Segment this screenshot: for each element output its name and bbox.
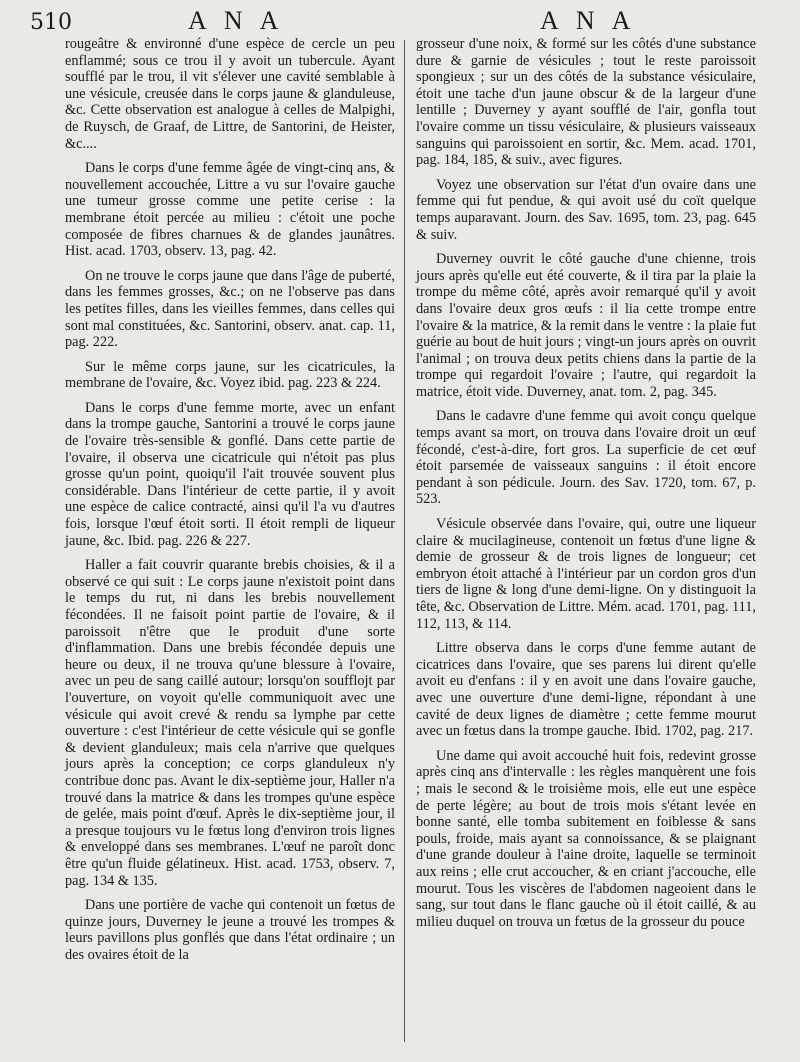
paragraph: Duverney ouvrit le côté gauche d'une chienne, trois jours après qu'elle eut été couverte, & il tira par la plaie la trompe du même côté, après avoir remarqué qu'il y avoit dans l'ovaire deux gros œufs : il lia cette trompe entre l'ovaire & la matrice, & la remit dans le ventre : la plaie fut guérie au bout de huit jours ; vingt-un jours après on ouvrit l'animal ; on trouva deux petits chiens dans la partie de la trompe qui regardoit l'ovaire ; l'autre, qui regardoit la matrice, étoit vide. Duverney, anat. tom. 2, pag. 345. bbox=[416, 251, 756, 400]
paragraph: Sur le même corps jaune, sur les cicatricules, la membrane de l'ovaire, &c. Voyez ibid. pag. 223 & 224. bbox=[65, 358, 395, 392]
page-header bbox=[0, 6, 800, 36]
paragraph: rougeâtre & environné d'une espèce de cercle un peu enflammé; sous ce trou il y avoit un tubercule. Ayant soufflé par le trou, il vit s'élever une cavité semblable à une vésicule, creusée dans le corps jaune & glanduleuse, &c. Cette observation est analogue à celles de Malpighi, de Ruysch, de Graaf, de Littre, de Santorini, de Heister, &c.... bbox=[65, 36, 395, 152]
page-number: 510 bbox=[30, 10, 72, 35]
running-head-right: A N A bbox=[540, 6, 637, 35]
paragraph: Haller a fait couvrir quarante brebis choisies, & il a observé ce qui suit : Le corps jaune n'existoit point dans le temps du rut, ni dans les brebis nouvellement fécondées. Il ne faisoit point partie de l'ovaire, & il paroissoit n'être que le produit d'une sorte d'inflammation. Dans une brebis fécondée depuis une heure ou deux, il ne trouva qu'une blessure à l'ovaire, avec un peu de sang caillé autour; lorsqu'on soufflojt par l'ouverture, on voyoit qu'elle communiquoit avec une vésicule qui avoit crevé & rendu sa lymphe par cette ouverture : c'est l'intérieur de cette vésicule qui se gonfle & devient glanduleux; mais cela n'arrive que quelques jours après la conception; ce corps glanduleux n'y contribue donc pas. Avant le dix-septième jour, Haller n'a trouvé dans la matrice & dans les trompes qu'une espèce de gelée, mais point d'œuf. Après le dix-septième jour, il a presque toujours vu le fœtus long d'environ trois lignes & enveloppé dans ses membranes. L'œuf ne paroît donc être qu'un fluide gélatineux. Hist. acad. 1753, observ. 7, pag. 134 & 135. bbox=[65, 557, 395, 889]
right-column bbox=[416, 36, 756, 938]
running-head-left: A N A bbox=[188, 6, 285, 35]
paragraph: Voyez une observation sur l'état d'un ovaire dans une femme qui fut pendue, & qui avoit usé du coït quelque temps auparavant. Journ. des Sav. 1695, tom. 23, pag. 645 & suiv. bbox=[416, 176, 756, 243]
paragraph: Littre observa dans le corps d'une femme autant de cicatrices dans l'ovaire, que ses parens lui dirent qu'elle avoit eu d'enfans : il y en avoit une dans l'ovaire gauche, avec une ouverture d'une demi-ligne, répondant à une cavité de deux lignes de diamètre ; cette femme mourut avec un fœtus dans la trompe gauche. Ibid. 1702, pag. 217. bbox=[416, 640, 756, 740]
column-divider bbox=[404, 40, 405, 1042]
paragraph: Vésicule observée dans l'ovaire, qui, outre une liqueur claire & mucilagineuse, contenoit un fœtus d'une ligne & demie de grosseur & de trois lignes de longueur; cet embryon étoit attaché à l'intérieur par un cordon gros d'un tiers de ligne & long d'une demi-ligne. On y distinguoit la tête, &c. Observation de Littre. Mém. acad. 1701, pag. 111, 112, 113, & 114. bbox=[416, 516, 756, 632]
paragraph: Dans une portière de vache qui contenoit un fœtus de quinze jours, Duverney le jeune a trouvé les trompes & leurs pavillons plus gonflés que dans l'état ordinaire ; un des ovaires étoit de la bbox=[65, 897, 395, 963]
paragraph: Dans le corps d'une femme morte, avec un enfant dans la trompe gauche, Santorini a trouvé le corps jaune de l'ovaire très-sensible & gonflé. Dans cette partie de l'ovaire, il observa une cicatricule qui n'étoit pas plus grosse qu'un point, quoiqu'il l'ait trouvée souvent plus considérable. Dans l'intérieur de cette partie, il y avoit une espèce de calice contracté, ainsi qu'il l'a vu d'autres fois, lorsque l'œuf étoit sorti. Il étoit rempli de liqueur jaune, &c. Ibid. pag. 226 & 227. bbox=[65, 399, 395, 549]
paragraph: On ne trouve le corps jaune que dans l'âge de puberté, dans les femmes grosses, &c.; on ne l'observe pas dans les petites filles, dans les vieilles femmes, dans celles qui sont mal constituées, &c. Santorini, observ. anat. cap. 11, pag. 222. bbox=[65, 267, 395, 351]
paragraph: Une dame qui avoit accouché huit fois, redevint grosse après cinq ans d'intervalle : les règles manquèrent une fois ; mais le second & le troisième mois, elle eut une espèce de perte légère; au bout de trois mois s'étant levée en bonne santé, elle tomba subitement en foiblesse & sans pouls, froide, mais ayant sa connoissance, & se plaignant d'une grande douleur à l'aine droite, laquelle se terminoit aux reins ; elle crut accoucher, & en criant j'accouche, elle mourut. Tous les viscères de l'abdomen nageoient dans le sang, sur tout dans le flanc gauche où il étoit caillé, & au milieu duquel on trouva un fœtus de la grosseur du pouce bbox=[416, 747, 756, 930]
paragraph: Dans le cadavre d'une femme qui avoit conçu quelque temps avant sa mort, on trouva dans l'ovaire droit un œuf fécondé, c'est-à-dire, fort gros. La superficie de cet œuf étoit parsemée de vaisseaux sanguins : il étoit encore pendant à son pédicule. Journ. des Sav. 1720, tom. 67, p. 523. bbox=[416, 408, 756, 508]
left-column bbox=[65, 36, 395, 971]
paragraph: Dans le corps d'une femme âgée de vingt-cinq ans, & nouvellement accouchée, Littre a vu sur l'ovaire gauche une tumeur grosse comme une petite cerise : la membrane étoit percée au milieu : c'étoit une poche composée de fibres charnues & de glandes jaunâtres. Hist. acad. 1703, observ. 13, pag. 42. bbox=[65, 160, 395, 260]
paragraph: grosseur d'une noix, & formé sur les côtés d'une substance dure & garnie de vésicules ; tout le reste paroissoit spongieux ; sur un des côtés de la substance vésiculaire, étoit une tache d'un jaune obscur & de la largeur d'une lentille ; Duverney y ayant soufflé de l'air, gonfla tout l'ovaire comme un tissu vésiculaire, & plusieurs vaisseaux sanguins qui paroissoient en sortir, &c. Mem. acad. 1701, pag. 184, 185, & suiv., avec figures. bbox=[416, 36, 756, 169]
